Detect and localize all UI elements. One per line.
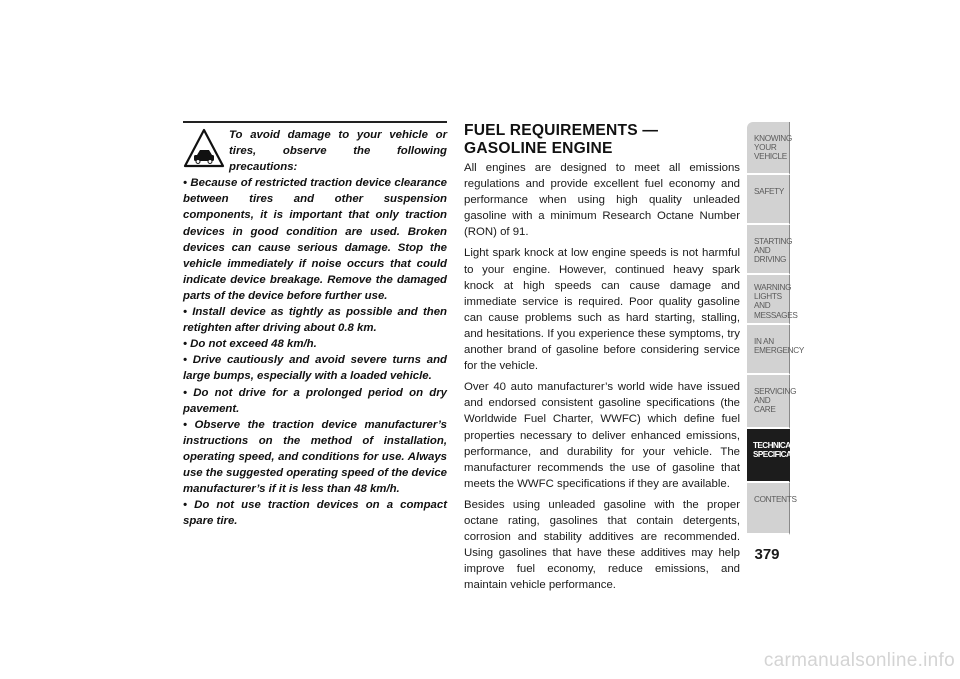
tab-label: CONTENTS — [754, 495, 797, 504]
warning-item: • Observe the traction device manufacturer’s instructions on the method of installation, operating speed, and conditions for use. Always use the suggested operating speed of the device manufacturer’s if it is less than 48 km/h. — [183, 418, 447, 496]
warning-item: • Install device as tightly as possible and then retighten after driving about 0.8 km. — [183, 306, 447, 335]
tab-label: WARNING LIGHTS AND MESSAGES — [754, 283, 798, 320]
warning-heading: To avoid damage to your vehicle or tires, observe the following precautions: — [229, 129, 447, 174]
tab-label: TECHNICAL SPECIFICATIONS — [753, 441, 813, 460]
watermark: carmanualsonline.info — [763, 650, 955, 671]
page-number: 379 — [754, 546, 780, 563]
body-paragraph: All engines are designed to meet all emissions regulations and provide excellent fuel economy and performance when using high quality unleaded gasoline with a minimum Research Octane Number (RON) of 91. — [464, 162, 740, 239]
tab-knowing-your-vehicle[interactable] — [747, 122, 790, 175]
tab-in-an-emergency[interactable] — [747, 325, 805, 375]
fuel-requirements-section — [464, 122, 740, 598]
warning-item: • Do not drive for a prolonged period on dry pavement. — [183, 386, 447, 415]
body-paragraph: Besides using unleaded gasoline with the proper octane rating, gasolines that contain detergents, corrosion and stability additives are recommended. Using gasolines that have these additives may help improve fuel economy, reduce emissions, and maintain vehicle performance. — [464, 498, 740, 592]
body-paragraph: Light spark knock at low engine speeds is not harmful to your engine. However, continued heavy spark knock at high speeds can cause damage and immediate service is required. Poor quality gasoline can cause problems such as hard starting, stalling, and hesitations. If you experience these symptoms, try another brand of gasoline before considering service for the vehicle. — [464, 247, 740, 373]
tab-label: STARTING AND DRIVING — [754, 237, 793, 265]
section-title: FUEL REQUIREMENTS — GASOLINE ENGINE — [464, 122, 659, 157]
tab-servicing-and-care[interactable] — [747, 375, 797, 429]
tab-technical-specifications[interactable] — [747, 429, 813, 483]
tab-starting-and-driving[interactable] — [747, 225, 793, 275]
body-paragraph: Over 40 auto manufacturer’s world wide have issued and endorsed consistent gasoline specifications (the Worldwide Fuel Charter, WWFC) which define fuel properties necessary to deliver enhanced emissions, performance, and durability for your vehicle. The manufacturer recommends the use of gasoline that meets the WWFC specifications if they are available. — [464, 381, 740, 490]
warning-item: • Drive cautiously and avoid severe turns and large bumps, especially with a loaded vehicle. — [183, 354, 447, 383]
tab-label: SAFETY — [754, 187, 785, 196]
warning-item: • Do not exceed 48 km/h. — [183, 338, 317, 351]
tab-contents[interactable] — [747, 483, 797, 535]
tab-safety[interactable] — [747, 175, 790, 225]
warning-box — [183, 120, 447, 529]
warning-item: • Because of restricted traction device clearance between tires and other suspension components, it is important that only traction devices in good condition are used. Broken devices can cause serious damage. Stop the vehicle immediately if noise occurs that could indicate device breakage. Remove the damaged parts of the device before further use. — [183, 177, 447, 302]
tab-label: KNOWING YOUR VEHICLE — [754, 134, 792, 162]
chapter-tab-index — [747, 122, 813, 535]
tab-label: IN AN EMERGENCY — [754, 337, 805, 356]
warning-triangle-car-icon — [183, 128, 225, 168]
tab-label: SERVICING AND CARE — [754, 387, 797, 415]
warning-item: • Do not use traction devices on a compact spare tire. — [183, 499, 447, 528]
tab-warning-lights-and-messages[interactable] — [747, 275, 798, 325]
